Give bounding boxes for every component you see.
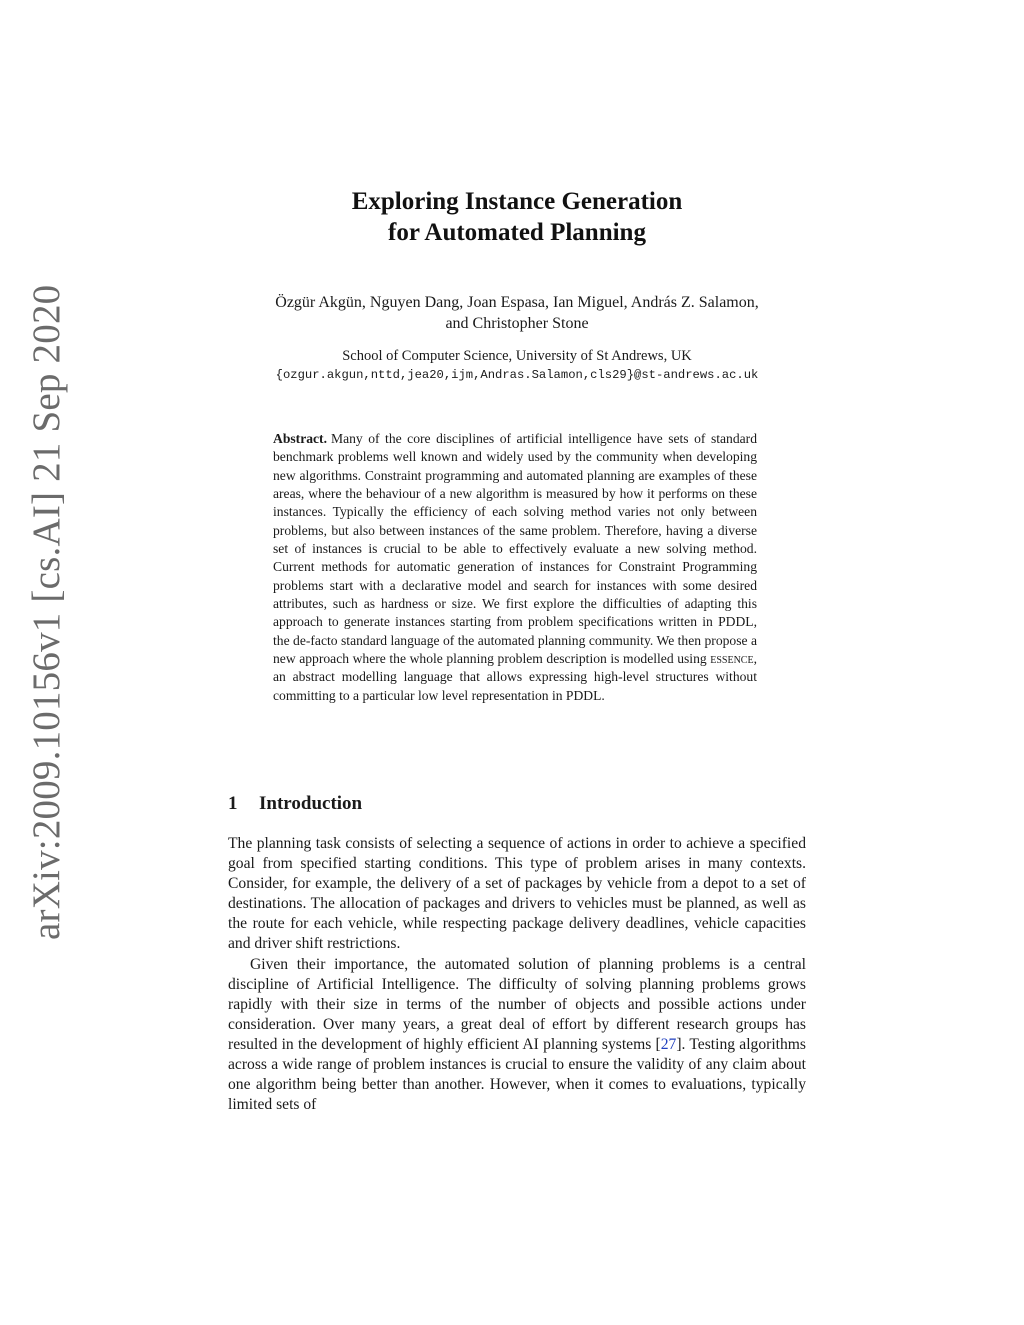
author-list <box>228 292 806 334</box>
section-title: Introduction <box>259 793 363 814</box>
section-number: 1 <box>228 793 238 814</box>
affiliation: School of Computer Science, University of St Andrews, UK <box>342 348 692 364</box>
citation-close: ] <box>676 1035 682 1053</box>
essence-term: essence <box>710 651 754 667</box>
body-text <box>228 834 806 1115</box>
paragraph-2-text-1: Given their importance, the automated solution of planning problems is a central discipline of Artificial Intelligence. The difficulty of solving planning problems grows rapidly with their size in terms of the number of objects and possible actions under consideration. Over many years, a great deal of effort by different research groups has resulted in the development of highly efficient AI planning systems <box>228 955 806 1053</box>
section-heading <box>228 792 362 816</box>
citation-open: [ <box>655 1035 661 1053</box>
authors-line-1: Özgür Akgün, Nguyen Dang, Joan Espasa, Ian Miguel, András Z. Salamon, <box>275 294 759 311</box>
author-emails: {ozgur.akgun,nttd,jea20,ijm,Andras.Salamon,cls29}@st-andrews.ac.uk <box>275 368 759 382</box>
authors-line-2: and Christopher Stone <box>445 315 589 332</box>
title-line-2: for Automated Planning <box>388 219 646 246</box>
paragraph-1: The planning task consists of selecting a sequence of actions in order to achieve a specified goal from specified starting conditions. This type of problem arises in many contexts. Consider, for example, the delivery of a set of packages by vehicle from a depot to a set of destinations. The allocation of packages and drivers to vehicles must be planned, as well as the route for each vehicle, while respecting package delivery deadlines, vehicle capacities and driver shift restrictions. <box>228 835 806 953</box>
paragraph-2 <box>228 955 806 1116</box>
title-line-1: Exploring Instance Generation <box>351 188 683 215</box>
paper-title <box>228 186 806 248</box>
abstract <box>273 430 757 705</box>
abstract-label: Abstract. <box>273 431 327 446</box>
abstract-text-1: Many of the core disciplines of artificial intelligence have sets of standard benchmark problems well known and widely used by the community when developing new algorithms. Constraint programming and automated planning are examples of these areas, where the behaviour of a new algorithm is measured by how it performs on these instances. Typically the efficiency of each solving method varies not only between problems, but also between instances of the same problem. Therefore, having a diverse set of instances is crucial to be able to effectively evaluate a new solving method. Current methods for automatic generation of instances for Constraint Programming problems start with a declarative model and search for instances with some desired attributes, such as hardness or size. We first explore the difficulties of adapting this approach to generate instances starting from problem specifications written in PDDL, the de-facto standard language of the automated planning community. We then propose a new approach where the whole planning problem description is modelled using <box>273 431 757 667</box>
abstract-text-2: , an abstract modelling language that allows expressing high-level structures without committing to a particular low level representation in PDDL. <box>273 651 757 703</box>
affiliation-block <box>228 347 806 385</box>
paragraph-2-text-2: . Testing algorithms across a wide range of problem instances is crucial to ensure the validity of any claim about one algorithm being better than another. However, when it comes to evaluations, typically limited sets of <box>228 1035 806 1114</box>
citation-link[interactable]: 27 <box>660 1035 677 1053</box>
arxiv-identifier: arXiv:2009.10156v1 [cs.AI] 21 Sep 2020 <box>25 284 68 940</box>
